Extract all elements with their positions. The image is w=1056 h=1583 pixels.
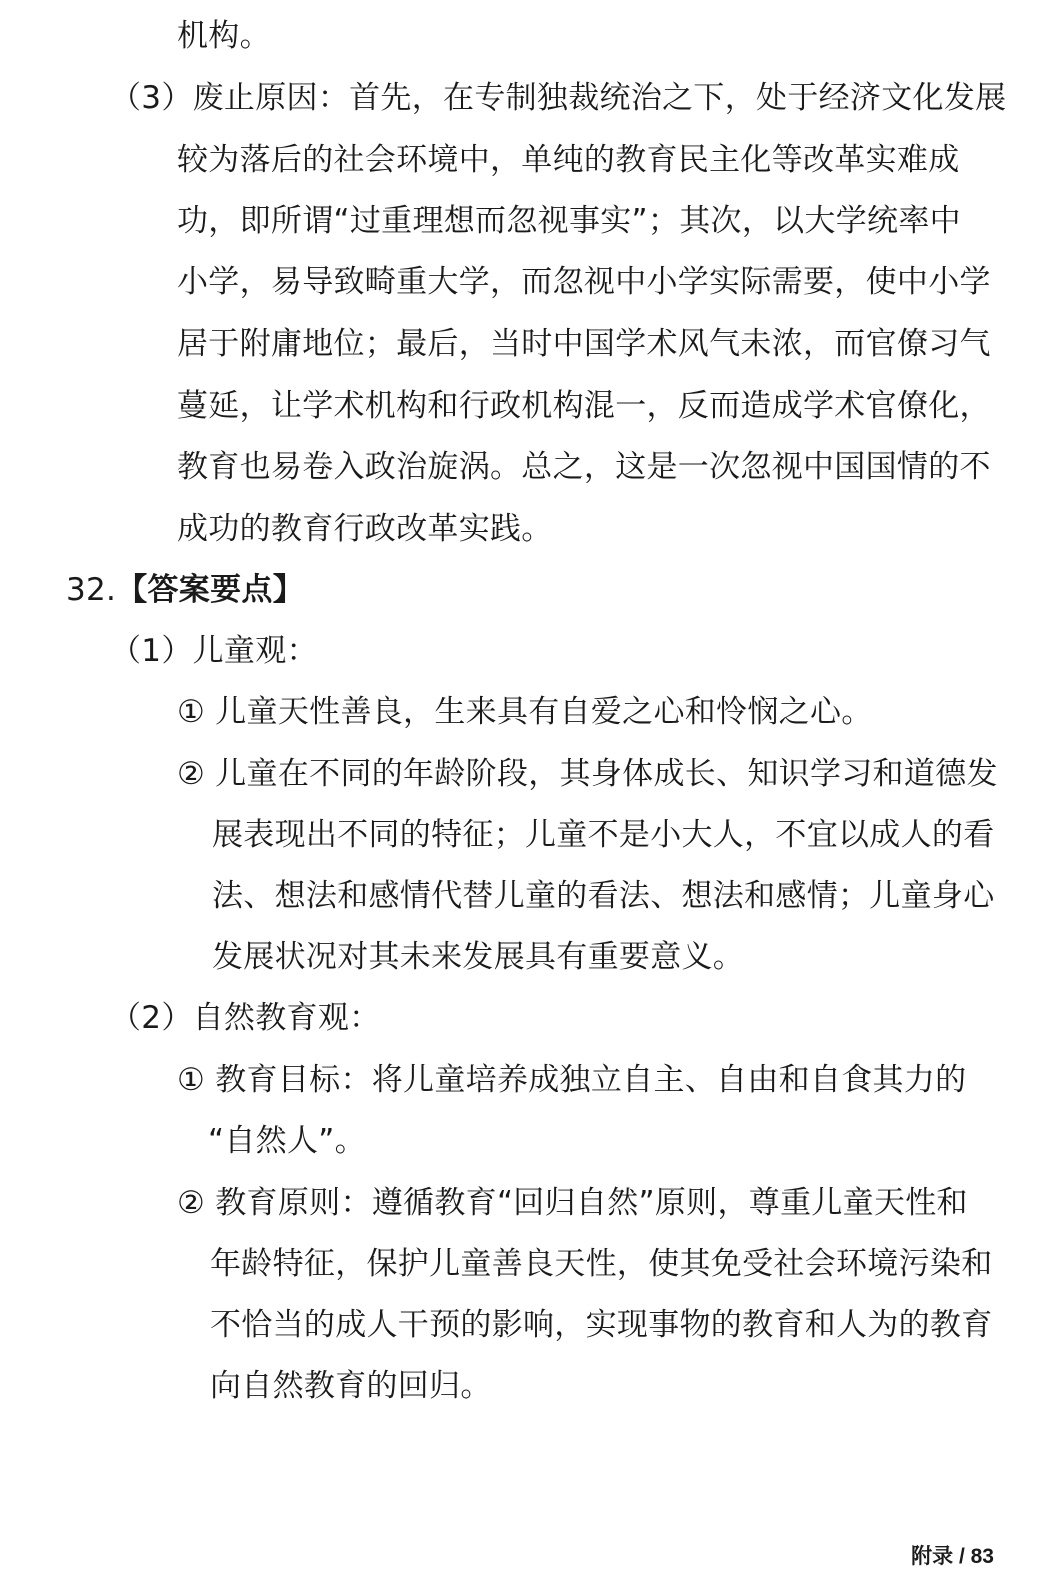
section3-line-6: 蔓延，让学术机构和行政机构混一，反而造成学术官僚化， — [177, 388, 991, 424]
answer-key-heading: 【答案要点】 — [116, 572, 305, 608]
section3-line-1: （3）废止原因：首先，在专制独裁统治之下，处于经济文化发展 — [110, 80, 1007, 116]
part1-item2-line-4: 发展状况对其未来发展具有重要意义。 — [212, 939, 745, 975]
question-heading — [66, 570, 304, 610]
part1-item2-line-2: 展表现出不同的特征；儿童不是小大人，不宜以成人的看 — [212, 817, 995, 853]
page-number-footer: 附录 / 83 — [911, 1545, 994, 1568]
part2-item1-line-2: “自然人”。 — [208, 1123, 366, 1159]
section3-line-3: 功，即所谓“过重理想而忽视事实”；其次，以大学统率中 — [177, 203, 961, 239]
section3-line-7: 教育也易卷入政治旋涡。总之，这是一次忽视中国国情的不 — [177, 449, 991, 485]
section3-line-8: 成功的教育行政改革实践。 — [177, 511, 553, 547]
part2-item2-line-1: ② 教育原则：遵循教育“回归自然”原则，尊重儿童天性和 — [177, 1185, 968, 1221]
part2-title: （2）自然教育观： — [110, 1000, 381, 1036]
part1-item1: ① 儿童天性善良，生来具有自爱之心和怜悯之心。 — [177, 694, 873, 730]
part1-title: （1）儿童观： — [110, 633, 318, 669]
part1-item2-line-3: 法、想法和感情代替儿童的看法、想法和感情；儿童身心 — [212, 878, 995, 914]
section3-line-5: 居于附庸地位；最后，当时中国学术风气未浓，而官僚习气 — [177, 326, 991, 362]
part2-item2-line-4: 向自然教育的回归。 — [210, 1368, 492, 1404]
section3-line-4: 小学，易导致畸重大学，而忽视中小学实际需要，使中小学 — [177, 264, 991, 300]
question-number: 32. — [66, 572, 117, 608]
text-line-continued: 机构。 — [177, 18, 271, 54]
part2-item2-line-3: 不恰当的成人干预的影响，实现事物的教育和人为的教育 — [210, 1307, 993, 1343]
part2-item2-line-2: 年龄特征，保护儿童善良天性，使其免受社会环境污染和 — [210, 1246, 993, 1282]
part2-item1-line-1: ① 教育目标：将儿童培养成独立自主、自由和自食其力的 — [177, 1062, 967, 1098]
section3-line-2: 较为落后的社会环境中，单纯的教育民主化等改革实难成 — [177, 142, 960, 178]
part1-item2-line-1: ② 儿童在不同的年龄阶段，其身体成长、知识学习和道德发 — [177, 756, 998, 792]
